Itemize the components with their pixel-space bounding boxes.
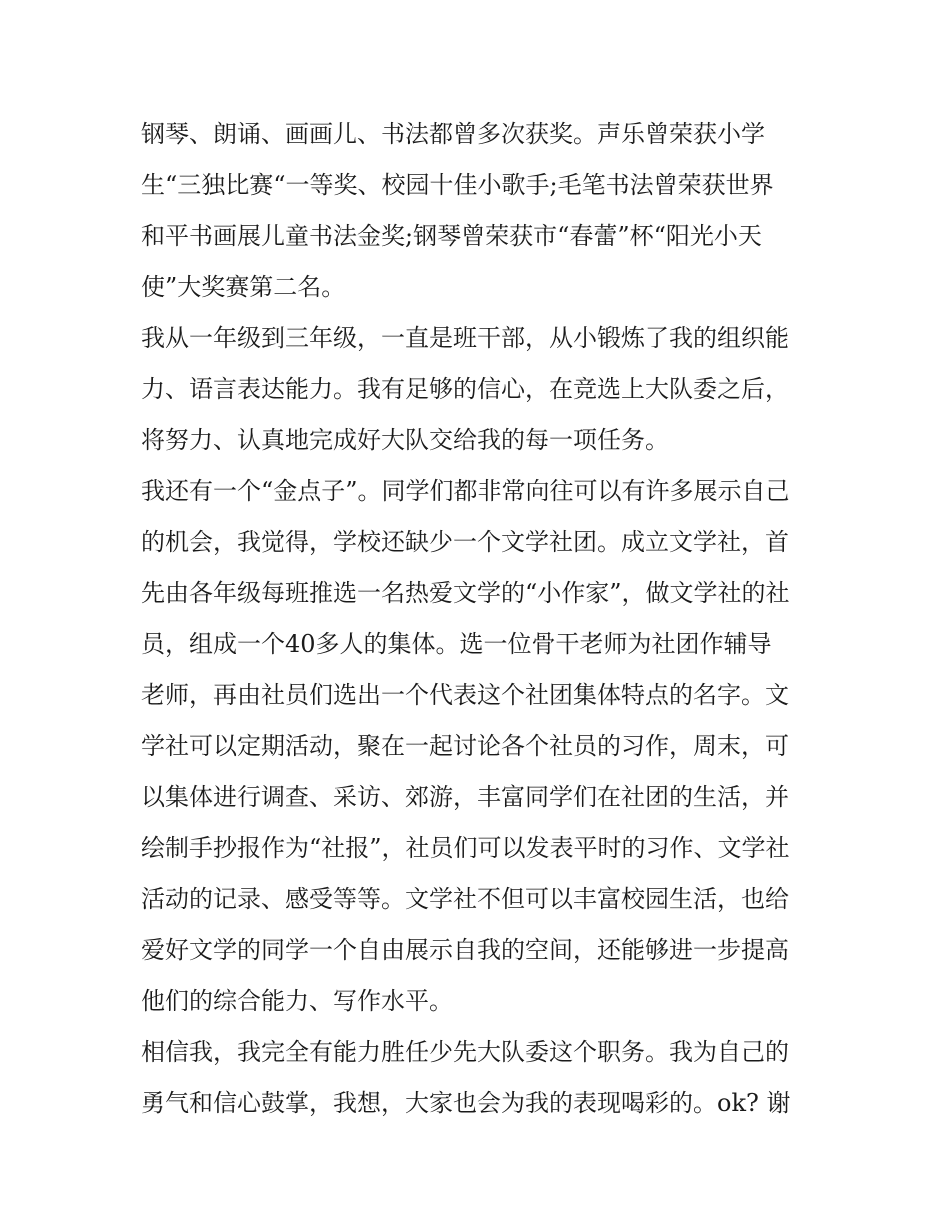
text-line-10: 先由各年级每班推选一名热爱文学的“小作家”，做文学社的社 [141, 579, 790, 607]
text-line-15: 绘制手抄报作为“社报”，社员们可以发表平时的习作、文学社 [141, 834, 790, 862]
text-line-14: 以集体进行调查、采访、郊游，丰富同学们在社团的生活，并 [141, 783, 789, 811]
text-line-5: 我从一年级到三年级，一直是班干部，从小锻炼了我的组织能 [141, 324, 789, 352]
text-line-3: 和平书画展儿童书法金奖;钢琴曾荣获市“春蕾”杯“阳光小天 [141, 222, 762, 250]
text-line-19: 相信我，我完全有能力胜任少先大队委这个职务。我为自己的 [141, 1038, 789, 1066]
text-line-4: 使”大奖赛第二名。 [141, 273, 346, 301]
text-line-2: 生“三独比赛“一等奖、校园十佳小歌手;毛笔书法曾荣获世界 [141, 171, 774, 199]
document-body [141, 109, 821, 1129]
text-line-1: 钢琴、朗诵、画画儿、书法都曾多次获奖。声乐曾荣获小学 [141, 120, 765, 148]
text-line-6: 力、语言表达能力。我有足够的信心，在竞选上大队委之后， [141, 375, 789, 403]
text-line-7: 将努力、认真地完成好大队交给我的每一项任务。 [141, 426, 669, 454]
text-line-8: 我还有一个“金点子”。同学们都非常向往可以有许多展示自己 [141, 477, 790, 505]
text-line-9: 的机会，我觉得，学校还缺少一个文学社团。成立文学社，首 [141, 528, 789, 556]
text-line-16: 活动的记录、感受等等。文学社不但可以丰富校园生活，也给 [141, 885, 789, 913]
text-line-13: 学社可以定期活动，聚在一起讨论各个社员的习作，周末，可 [141, 732, 789, 760]
text-line-11: 员，组成一个40多人的集体。选一位骨干老师为社团作辅导 [141, 630, 772, 658]
text-line-12: 老师，再由社员们选出一个代表这个社团集体特点的名字。文 [141, 681, 789, 709]
text-line-18: 他们的综合能力、写作水平。 [141, 987, 453, 1015]
text-line-20: 勇气和信心鼓掌，我想，大家也会为我的表现喝彩的。ok? 谢 [141, 1089, 791, 1117]
text-line-17: 爱好文学的同学一个自由展示自我的空间，还能够进一步提高 [141, 936, 789, 964]
